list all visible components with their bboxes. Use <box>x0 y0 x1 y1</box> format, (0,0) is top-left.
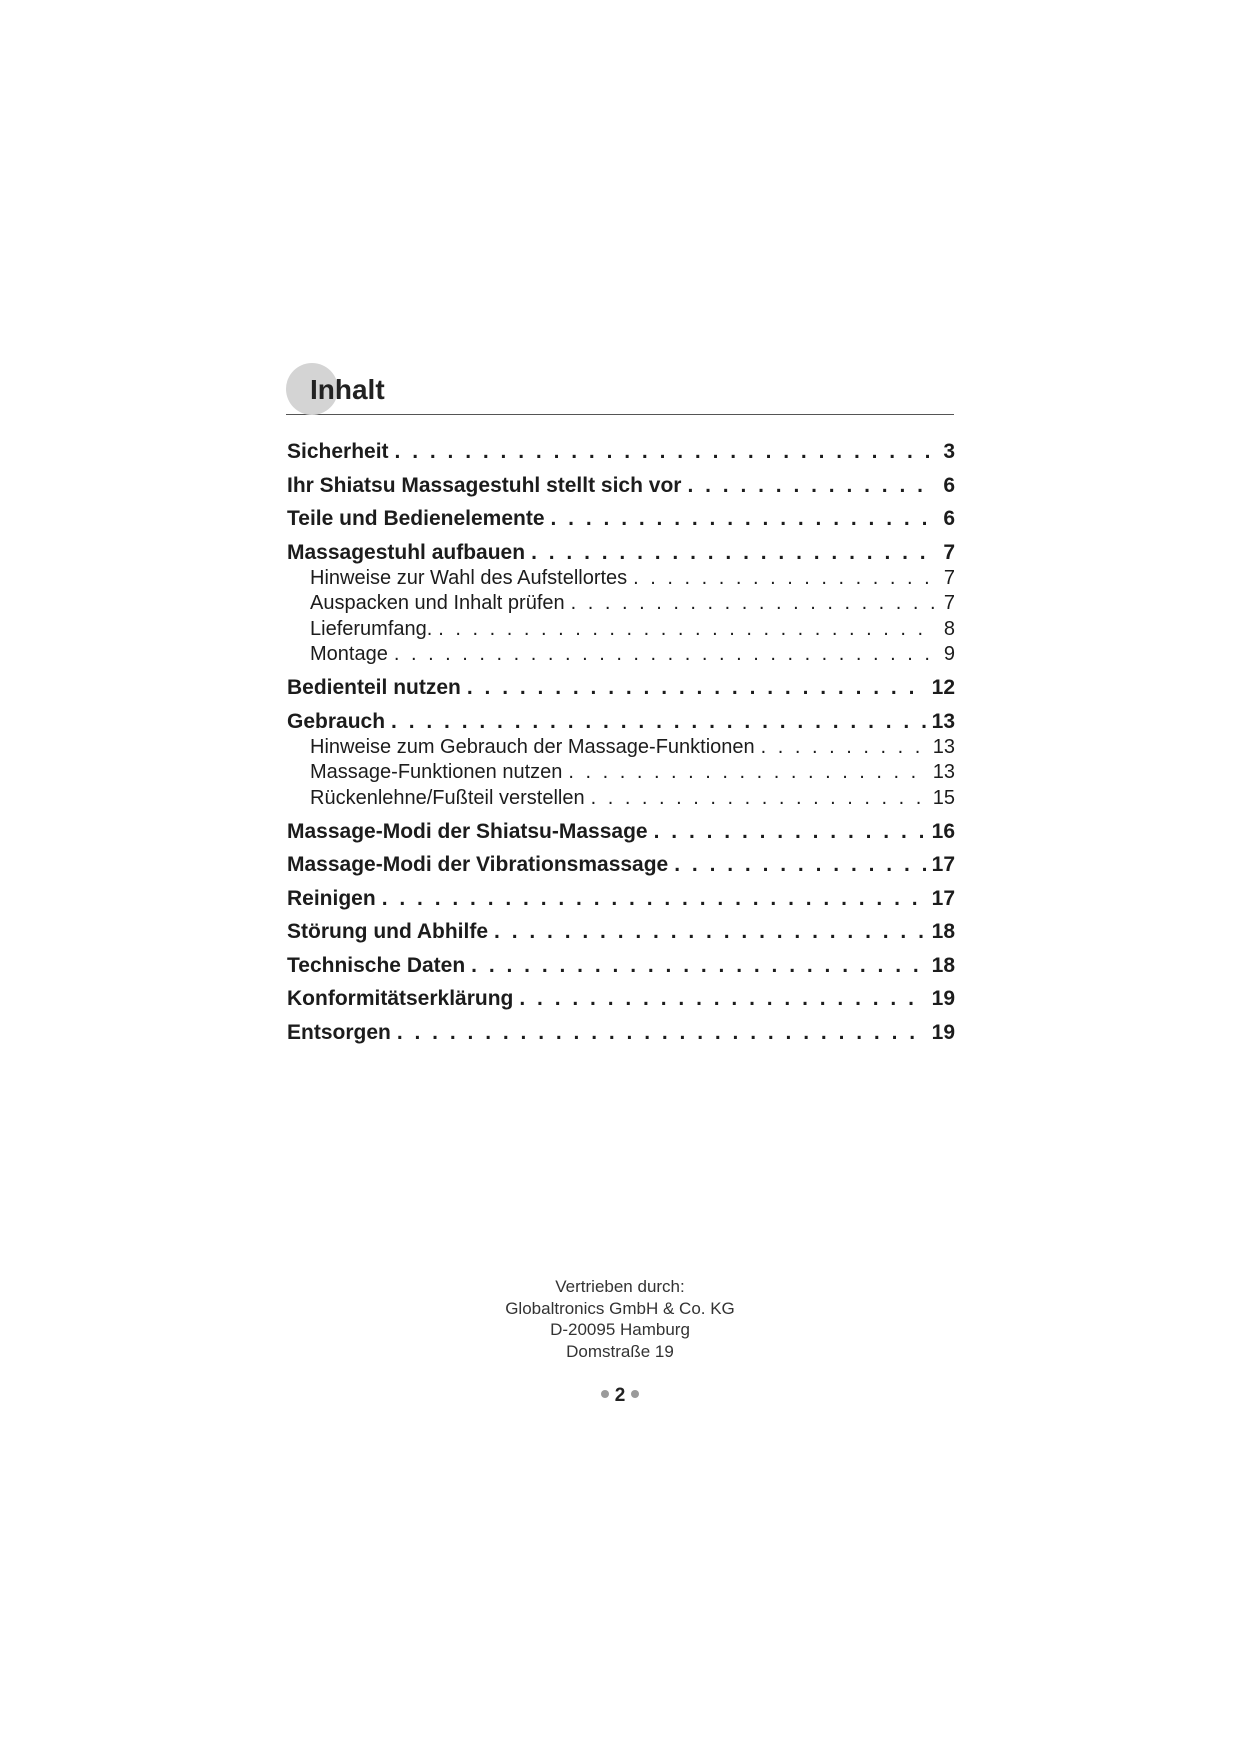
toc-entry-page: 13 <box>932 735 955 758</box>
toc-entry-page: 19 <box>931 987 955 1010</box>
toc-entry <box>287 987 955 1013</box>
toc-entry <box>287 440 955 466</box>
toc-entry <box>287 920 955 946</box>
toc-entry-label: Sicherheit <box>287 440 389 463</box>
toc-entry-label: Massagestuhl aufbauen <box>287 540 526 564</box>
toc-entry <box>287 507 955 533</box>
distributor-company: Globaltronics GmbH & Co. KG <box>505 1298 735 1318</box>
toc-leader-dots <box>568 761 926 784</box>
toc-entry-label: Ihr Shiatsu Massagestuhl stellt sich vor <box>287 473 682 497</box>
toc-entry-label: Lieferumfang. <box>310 617 433 640</box>
distributor-street: Domstraße 19 <box>566 1341 674 1361</box>
toc-subentry <box>287 592 955 618</box>
distributor-city: D-20095 Hamburg <box>550 1320 690 1339</box>
toc-entry-label: Störung und Abhilfe <box>287 920 489 943</box>
toc-leader-dots <box>591 787 927 810</box>
toc-entry-label: Bedienteil nutzen <box>287 676 461 699</box>
table-of-contents <box>287 440 955 1047</box>
toc-leader-dots <box>674 853 925 877</box>
toc-entry <box>287 1021 955 1047</box>
toc-leader-dots <box>494 920 926 944</box>
toc-leader-dots <box>391 710 926 734</box>
section-heading <box>286 362 954 415</box>
toc-entry-label: Massage-Modi der Shiatsu-Massage <box>287 819 648 843</box>
toc-entry-page: 19 <box>931 1020 955 1044</box>
toc-entry-label: Auspacken und Inhalt prüfen <box>310 592 565 614</box>
toc-subentry <box>287 787 955 813</box>
toc-leader-dots <box>397 1021 926 1045</box>
toc-entry <box>287 541 955 567</box>
page-number-dot-right <box>631 1390 639 1398</box>
toc-entry-page: 7 <box>943 592 955 614</box>
toc-entry <box>287 474 955 500</box>
toc-entry-label: Entsorgen <box>287 1020 391 1044</box>
toc-subentry <box>287 643 955 669</box>
toc-entry-page: 18 <box>931 953 955 977</box>
toc-entry-page: 13 <box>932 761 955 783</box>
toc-leader-dots <box>467 676 926 700</box>
toc-entry-label: Technische Daten <box>287 953 466 977</box>
toc-entry-label: Teile und Bedienelemente <box>287 507 545 530</box>
toc-entry <box>287 954 955 980</box>
distributor-info <box>420 1276 820 1362</box>
toc-entry-page: 8 <box>943 617 955 640</box>
toc-leader-dots <box>633 567 935 590</box>
toc-entry-page: 13 <box>931 709 955 733</box>
page-number <box>570 1385 670 1407</box>
toc-leader-dots <box>395 440 935 464</box>
toc-subentry <box>287 761 955 787</box>
toc-subentry <box>287 567 955 593</box>
toc-entry-label: Reinigen <box>287 886 376 910</box>
toc-leader-dots <box>519 987 925 1011</box>
toc-entry-page: 17 <box>931 853 955 876</box>
toc-entry-page: 6 <box>943 473 955 497</box>
toc-leader-dots <box>471 954 925 978</box>
toc-subentry <box>287 618 955 644</box>
toc-leader-dots <box>571 592 935 615</box>
toc-entry-label: Gebrauch <box>287 709 386 733</box>
toc-leader-dots <box>761 736 927 759</box>
toc-entry-page: 12 <box>931 676 955 699</box>
toc-entry-label: Rückenlehne/Fußteil verstellen <box>310 786 585 809</box>
toc-entry <box>287 887 955 913</box>
toc-entry-page: 3 <box>943 440 955 463</box>
toc-entry-label: Massage-Funktionen nutzen <box>310 761 563 783</box>
toc-entry <box>287 853 955 879</box>
toc-entry <box>287 710 955 736</box>
toc-entry-page: 9 <box>943 643 955 665</box>
toc-entry-page: 7 <box>943 566 955 589</box>
toc-entry-page: 16 <box>931 819 955 843</box>
page-title: Inhalt <box>310 374 385 405</box>
page-number-value: 2 <box>614 1385 626 1406</box>
toc-entry <box>287 820 955 846</box>
toc-entry-label: Konformitätserklärung <box>287 987 514 1010</box>
toc-leader-dots <box>438 618 935 641</box>
toc-entry-page: 18 <box>931 920 955 943</box>
toc-entry-label: Hinweise zur Wahl des Aufstellortes <box>310 566 628 589</box>
page-number-dot-left <box>601 1390 609 1398</box>
toc-leader-dots <box>687 474 935 498</box>
toc-leader-dots <box>551 507 935 531</box>
toc-leader-dots <box>382 887 926 911</box>
toc-entry <box>287 676 955 702</box>
toc-entry-page: 17 <box>931 886 955 910</box>
toc-entry-page: 15 <box>932 786 955 809</box>
toc-leader-dots <box>531 541 935 565</box>
toc-leader-dots <box>654 820 926 844</box>
toc-entry-label: Montage <box>310 643 388 665</box>
toc-entry-label: Hinweise zum Gebrauch der Massage-Funktionen <box>310 735 755 758</box>
distributor-label: Vertrieben durch: <box>555 1277 685 1296</box>
toc-subentry <box>287 736 955 762</box>
toc-leader-dots <box>394 643 935 666</box>
toc-entry-page: 6 <box>943 507 955 530</box>
toc-entry-page: 7 <box>943 540 955 564</box>
toc-entry-label: Massage-Modi der Vibrationsmassage <box>287 853 669 876</box>
